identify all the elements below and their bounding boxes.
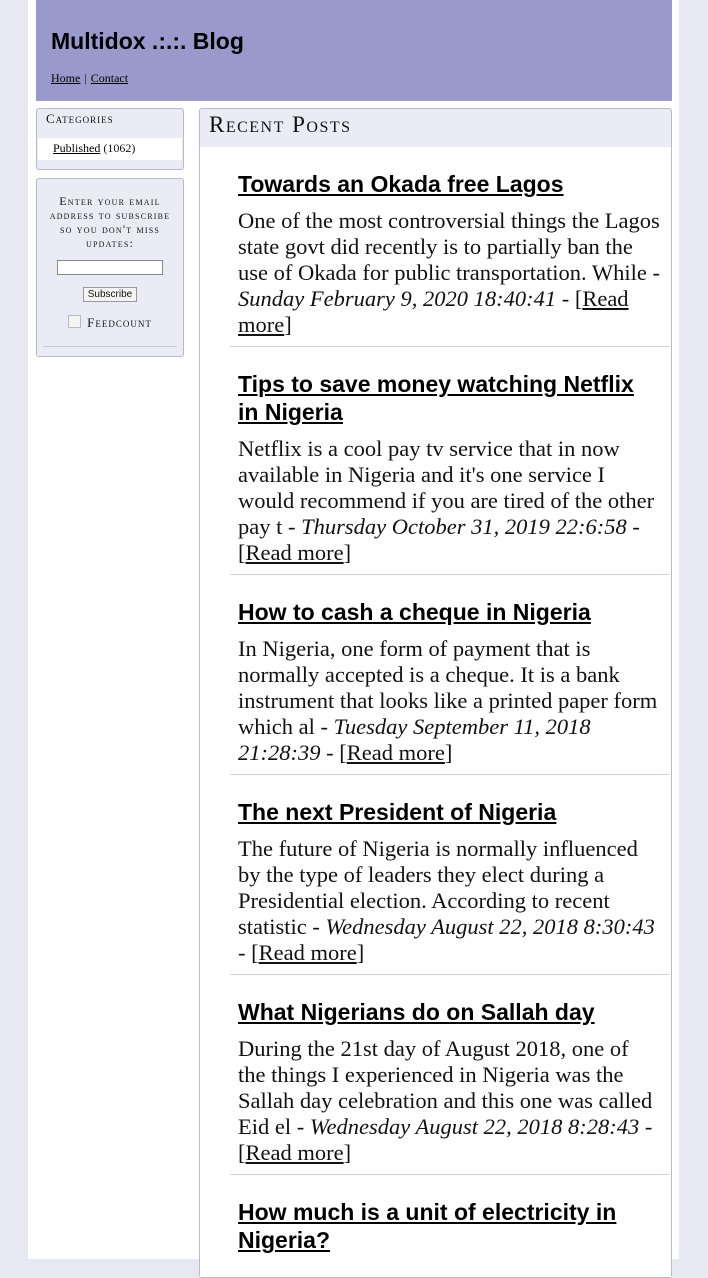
post-title-link[interactable]: How much is a unit of electricity in Nigeria? (238, 1199, 617, 1253)
post-excerpt-text: Netflix is a cool pay tv service that in now available in Nigeria and it's one service I would recommend if you are tired of the other pay t (238, 436, 655, 539)
post-excerpt-text: One of the most controversial things the Lagos state govt did recently is to partially ban the use of Okada for public transportation. While (238, 208, 660, 285)
post-date: Tuesday September 11, 2018 21:28:39 (238, 714, 591, 765)
email-field[interactable] (57, 260, 163, 275)
post-item (230, 775, 670, 975)
read-more-link[interactable]: Read more (258, 940, 357, 965)
post-title-link[interactable]: The next President of Nigeria (238, 799, 557, 825)
read-more-link[interactable]: Read more (346, 740, 445, 765)
post-excerpt: The future of Nigeria is normally influenced by the type of leaders they elect during a Presidential election. According to recent statistic - Wednesday August 22, 2018 8:30:43 - [Read more] (238, 836, 655, 965)
subscribe-text: Enter your email address to subscribe so you don't miss updates: (49, 194, 171, 250)
top-nav (51, 71, 128, 86)
subscribe-button[interactable]: Subscribe (83, 287, 137, 302)
feedcount-label: Feedcount (87, 315, 152, 330)
post-title (238, 598, 660, 626)
categories-heading: Categories (46, 111, 114, 126)
post-excerpt: One of the most controversial things the Lagos state govt did recently is to partially ban the use of Okada for public transportation. While - Sunday February 9, 2020 18:40:41 - [Read more] (238, 208, 660, 337)
category-published-link[interactable]: Published (53, 141, 101, 155)
post-title-link[interactable]: Towards an Okada free Lagos (238, 171, 564, 197)
read-more-link[interactable]: Read more (238, 286, 629, 337)
feedcount (37, 315, 183, 331)
post-item (230, 147, 670, 347)
post-item (230, 975, 670, 1175)
site-title: Multidox .:.:. Blog (51, 28, 244, 54)
post-excerpt: Netflix is a cool pay tv service that in now available in Nigeria and it's one service I would recommend if you are tired of the other pay t - Thursday October 31, 2019 22:6:58 - [Read more] (238, 436, 655, 565)
post-title (238, 170, 660, 198)
category-count: (1062) (103, 141, 136, 155)
post-title-link[interactable]: What Nigerians do on Sallah day (238, 999, 595, 1025)
category-item (38, 138, 182, 160)
recent-posts-heading: Recent Posts (209, 112, 352, 137)
post-item (230, 347, 670, 575)
post-list (200, 147, 671, 1277)
broken-image-icon (68, 315, 81, 328)
post-date: Wednesday August 22, 2018 8:28:43 (309, 1114, 640, 1139)
post-excerpt: During the 21st day of August 2018, one of the things I experienced in Nigeria was the Sallah day celebration and this one was called Eid el - Wednesday August 22, 2018 8:28:43 - [Read more] (238, 1036, 653, 1165)
post-item (230, 575, 670, 775)
post-title-link[interactable]: Tips to save money watching Netflix in Nigeria (238, 371, 634, 425)
nav-home-link[interactable]: Home (51, 71, 81, 85)
subscribe-divider (43, 346, 177, 347)
recent-posts-panel (199, 108, 672, 1278)
post-date: Sunday February 9, 2020 18:40:41 (238, 286, 557, 311)
post-item (230, 1175, 670, 1262)
post-title (238, 1198, 660, 1254)
nav-separator: | (84, 71, 87, 85)
read-more-link[interactable]: Read more (245, 540, 344, 565)
post-title (238, 798, 660, 826)
post-excerpt: In Nigeria, one form of payment that is normally accepted is a cheque. It is a bank instrument that looks like a printed paper form which al - Tuesday September 11, 2018 21:28:39 - [Read more] (238, 636, 658, 765)
post-excerpt-text: In Nigeria, one form of payment that is normally accepted is a cheque. It is a bank instrument that looks like a printed paper form which al (238, 636, 658, 739)
read-more-link[interactable]: Read more (245, 1140, 344, 1165)
post-date: Thursday October 31, 2019 22:6:58 (301, 514, 627, 539)
post-date: Wednesday August 22, 2018 8:30:43 (325, 914, 655, 939)
subscribe-box (36, 178, 184, 357)
nav-contact-link[interactable]: Contact (90, 71, 129, 85)
site-header (36, 0, 672, 101)
post-excerpt-text: The future of Nigeria is normally influenced by the type of leaders they elect during a Presidential election. According to recent statistic (238, 836, 638, 939)
post-title (238, 370, 660, 426)
post-title (238, 998, 660, 1026)
post-excerpt-text: During the 21st day of August 2018, one of the things I experienced in Nigeria was the Sallah day celebration and this one was called Eid el (238, 1036, 653, 1139)
categories-box (36, 108, 184, 170)
post-title-link[interactable]: How to cash a cheque in Nigeria (238, 599, 591, 625)
